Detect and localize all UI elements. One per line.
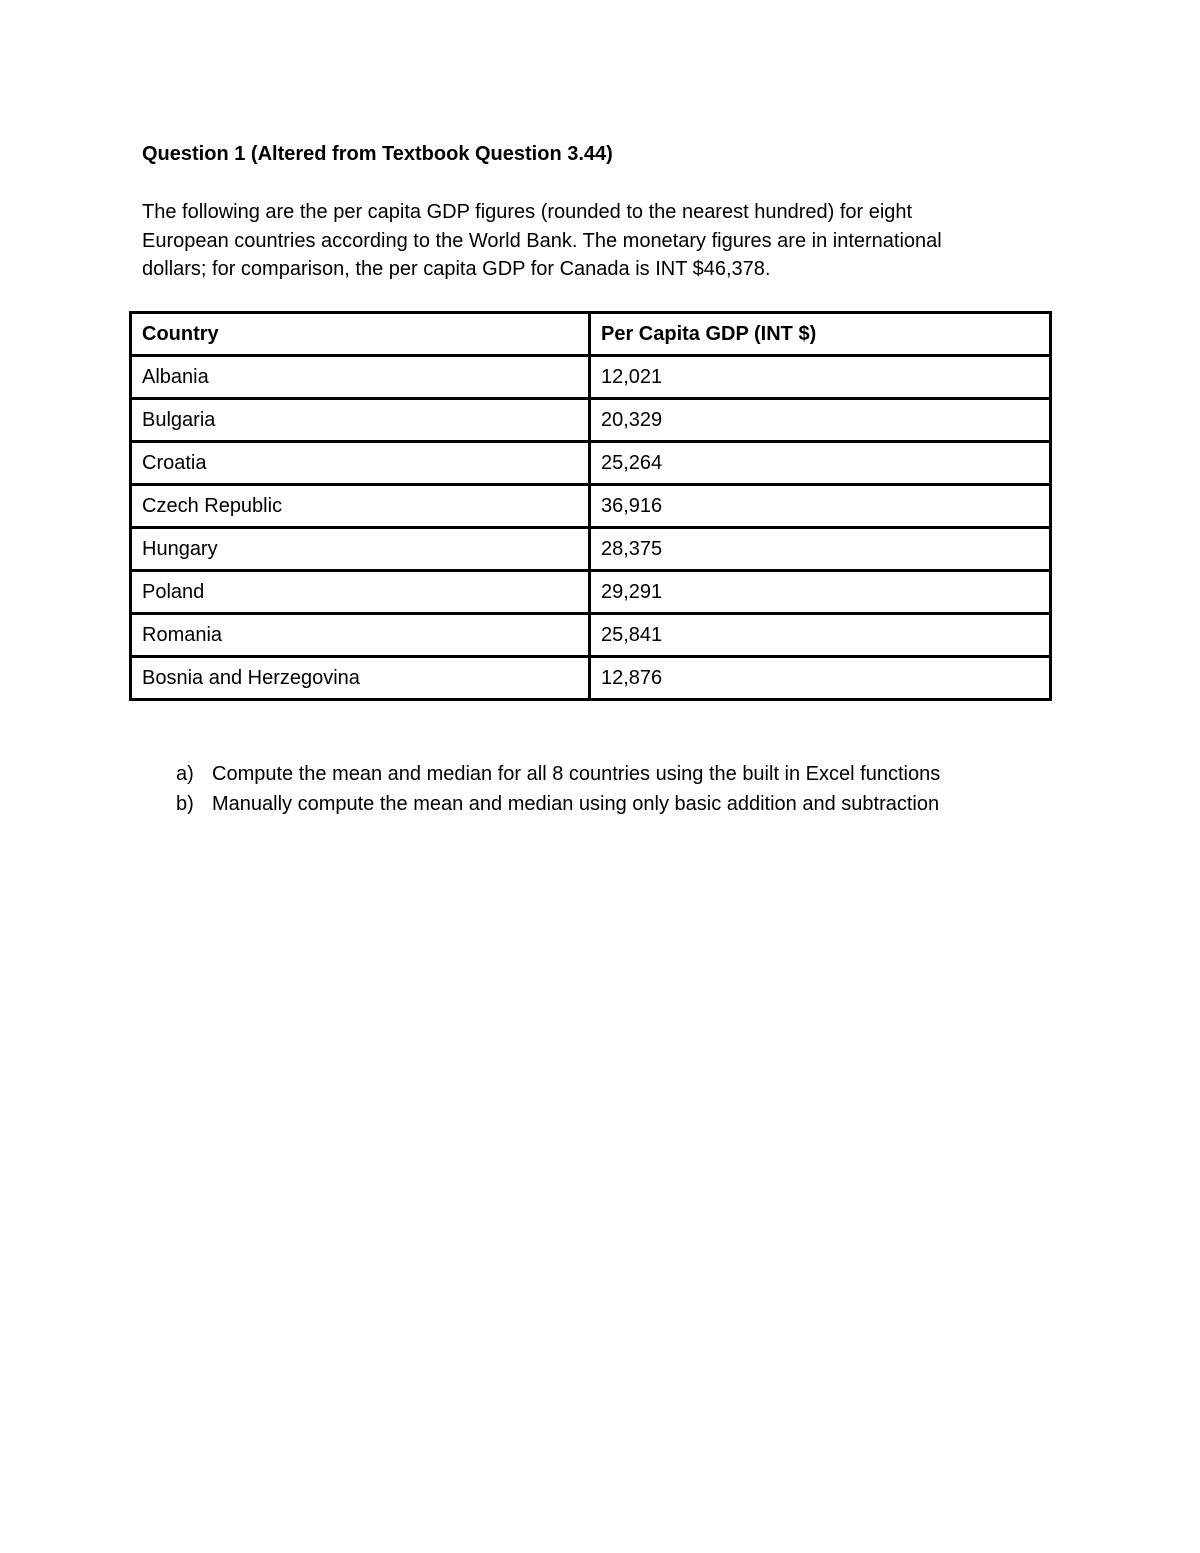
intro-line: dollars; for comparison, the per capita GDP for Canada is INT $46,378. [142, 258, 771, 280]
task-item [176, 759, 940, 789]
table-row [131, 657, 1051, 700]
gdp-cell: 36,916 [590, 485, 1051, 528]
country-cell: Hungary [131, 528, 590, 571]
country-cell: Albania [131, 356, 590, 399]
intro-line: European countries according to the World Bank. The monetary figures are in international [142, 229, 942, 252]
country-cell: Romania [131, 614, 590, 657]
gdp-cell: 25,841 [590, 614, 1051, 657]
country-cell: Czech Republic [131, 485, 590, 528]
table-row [131, 614, 1051, 657]
intro-paragraph [142, 198, 1042, 284]
task-marker: a) [176, 763, 194, 785]
gdp-cell: 20,329 [590, 399, 1051, 442]
country-cell: Croatia [131, 442, 590, 485]
header-gdp: Per Capita GDP (INT $) [590, 313, 1051, 356]
table-row [131, 528, 1051, 571]
gdp-cell: 28,375 [590, 528, 1051, 571]
task-list [176, 759, 940, 819]
header-country: Country [131, 313, 590, 356]
intro-line: The following are the per capita GDP figures (rounded to the nearest hundred) for eight [142, 201, 913, 223]
country-cell: Poland [131, 571, 590, 614]
table-row [131, 485, 1051, 528]
question-title: Question 1 (Altered from Textbook Question 3.44) [142, 143, 613, 165]
task-item [176, 789, 940, 819]
gdp-cell: 12,876 [590, 657, 1051, 700]
gdp-cell: 12,021 [590, 356, 1051, 399]
gdp-cell: 29,291 [590, 571, 1051, 614]
table-row [131, 571, 1051, 614]
table-row [131, 399, 1051, 442]
table-row [131, 442, 1051, 485]
table-header-row [131, 313, 1051, 356]
task-text: Compute the mean and median for all 8 countries using the built in Excel functions [212, 763, 941, 785]
table-row [131, 356, 1051, 399]
gdp-table [129, 311, 1052, 701]
country-cell: Bulgaria [131, 399, 590, 442]
country-cell: Bosnia and Herzegovina [131, 657, 590, 700]
task-text: Manually compute the mean and median using only basic addition and subtraction [212, 793, 940, 815]
task-marker: b) [176, 793, 194, 815]
gdp-cell: 25,264 [590, 442, 1051, 485]
